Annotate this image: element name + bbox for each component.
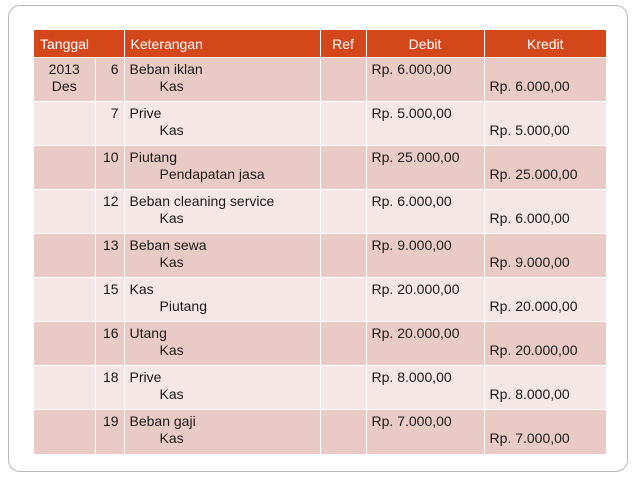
header-debit: Debit (366, 30, 484, 58)
debit-account: Utang (129, 325, 167, 341)
kredit-cell: Rp. 6.000,00 (484, 190, 606, 234)
journal-table-wrapper (34, 30, 606, 454)
kredit-cell: Rp. 20.000,00 (484, 322, 606, 366)
day-cell: 16 (95, 322, 124, 366)
table-row (34, 102, 606, 146)
ref-cell (320, 146, 366, 190)
credit-account: Kas (159, 386, 184, 402)
date-cell (34, 322, 95, 366)
date-cell (34, 278, 95, 322)
day-cell: 10 (95, 146, 124, 190)
day-cell: 12 (95, 190, 124, 234)
debit-account: Beban iklan (129, 61, 203, 77)
description-cell (124, 58, 320, 102)
kredit-cell: Rp. 20.000,00 (484, 278, 606, 322)
debit-account: Beban cleaning service (129, 193, 275, 209)
header-kredit: Kredit (484, 30, 606, 58)
kredit-cell: Rp. 25.000,00 (484, 146, 606, 190)
table-row (34, 278, 606, 322)
ref-cell (320, 190, 366, 234)
table-row (34, 146, 606, 190)
table-header-row (34, 30, 606, 58)
date-cell (34, 190, 95, 234)
general-journal-table (34, 30, 606, 454)
ref-cell (320, 278, 366, 322)
day-cell: 13 (95, 234, 124, 278)
day-cell: 6 (95, 58, 124, 102)
table-row (34, 58, 606, 102)
year-label: 2013 (48, 61, 80, 77)
debit-cell: Rp. 8.000,00 (366, 366, 484, 410)
header-ref: Ref (320, 30, 366, 58)
kredit-cell: Rp. 8.000,00 (484, 366, 606, 410)
credit-account: Kas (159, 210, 184, 226)
debit-cell: Rp. 5.000,00 (366, 102, 484, 146)
description-cell (124, 410, 320, 454)
debit-cell: Rp. 6.000,00 (366, 190, 484, 234)
debit-cell: Rp. 6.000,00 (366, 58, 484, 102)
header-tanggal: Tanggal (34, 30, 124, 58)
journal-body (34, 58, 606, 454)
date-cell (34, 410, 95, 454)
table-row (34, 234, 606, 278)
date-cell (34, 146, 95, 190)
day-cell: 15 (95, 278, 124, 322)
table-row (34, 410, 606, 454)
ref-cell (320, 366, 366, 410)
ref-cell (320, 58, 366, 102)
table-row (34, 322, 606, 366)
credit-account: Kas (159, 430, 184, 446)
day-cell: 7 (95, 102, 124, 146)
debit-account: Prive (129, 369, 162, 385)
table-row (34, 366, 606, 410)
day-cell: 19 (95, 410, 124, 454)
kredit-cell: Rp. 7.000,00 (484, 410, 606, 454)
ref-cell (320, 102, 366, 146)
ref-cell (320, 322, 366, 366)
month-label: Des (51, 78, 77, 94)
description-cell (124, 234, 320, 278)
debit-account: Prive (129, 105, 162, 121)
date-cell (34, 102, 95, 146)
debit-cell: Rp. 25.000,00 (366, 146, 484, 190)
kredit-cell: Rp. 5.000,00 (484, 102, 606, 146)
day-cell: 18 (95, 366, 124, 410)
kredit-cell: Rp. 9.000,00 (484, 234, 606, 278)
debit-account: Piutang (129, 149, 177, 165)
debit-cell: Rp. 9.000,00 (366, 234, 484, 278)
kredit-cell: Rp. 6.000,00 (484, 58, 606, 102)
description-cell (124, 102, 320, 146)
date-cell (34, 234, 95, 278)
debit-account: Beban gaji (129, 413, 196, 429)
description-cell (124, 322, 320, 366)
table-row (34, 190, 606, 234)
ref-cell (320, 410, 366, 454)
credit-account: Kas (159, 122, 184, 138)
debit-cell: Rp. 20.000,00 (366, 322, 484, 366)
debit-cell: Rp. 20.000,00 (366, 278, 484, 322)
credit-account: Piutang (159, 298, 207, 314)
ref-cell (320, 234, 366, 278)
credit-account: Kas (159, 78, 184, 94)
credit-account: Kas (159, 342, 184, 358)
credit-account: Pendapatan jasa (159, 166, 265, 182)
description-cell (124, 190, 320, 234)
description-cell (124, 146, 320, 190)
date-cell (34, 366, 95, 410)
credit-account: Kas (159, 254, 184, 270)
debit-account: Kas (129, 281, 154, 297)
debit-account: Beban sewa (129, 237, 207, 253)
header-keterangan: Keterangan (124, 30, 320, 58)
date-cell (34, 58, 95, 102)
description-cell (124, 366, 320, 410)
description-cell (124, 278, 320, 322)
debit-cell: Rp. 7.000,00 (366, 410, 484, 454)
